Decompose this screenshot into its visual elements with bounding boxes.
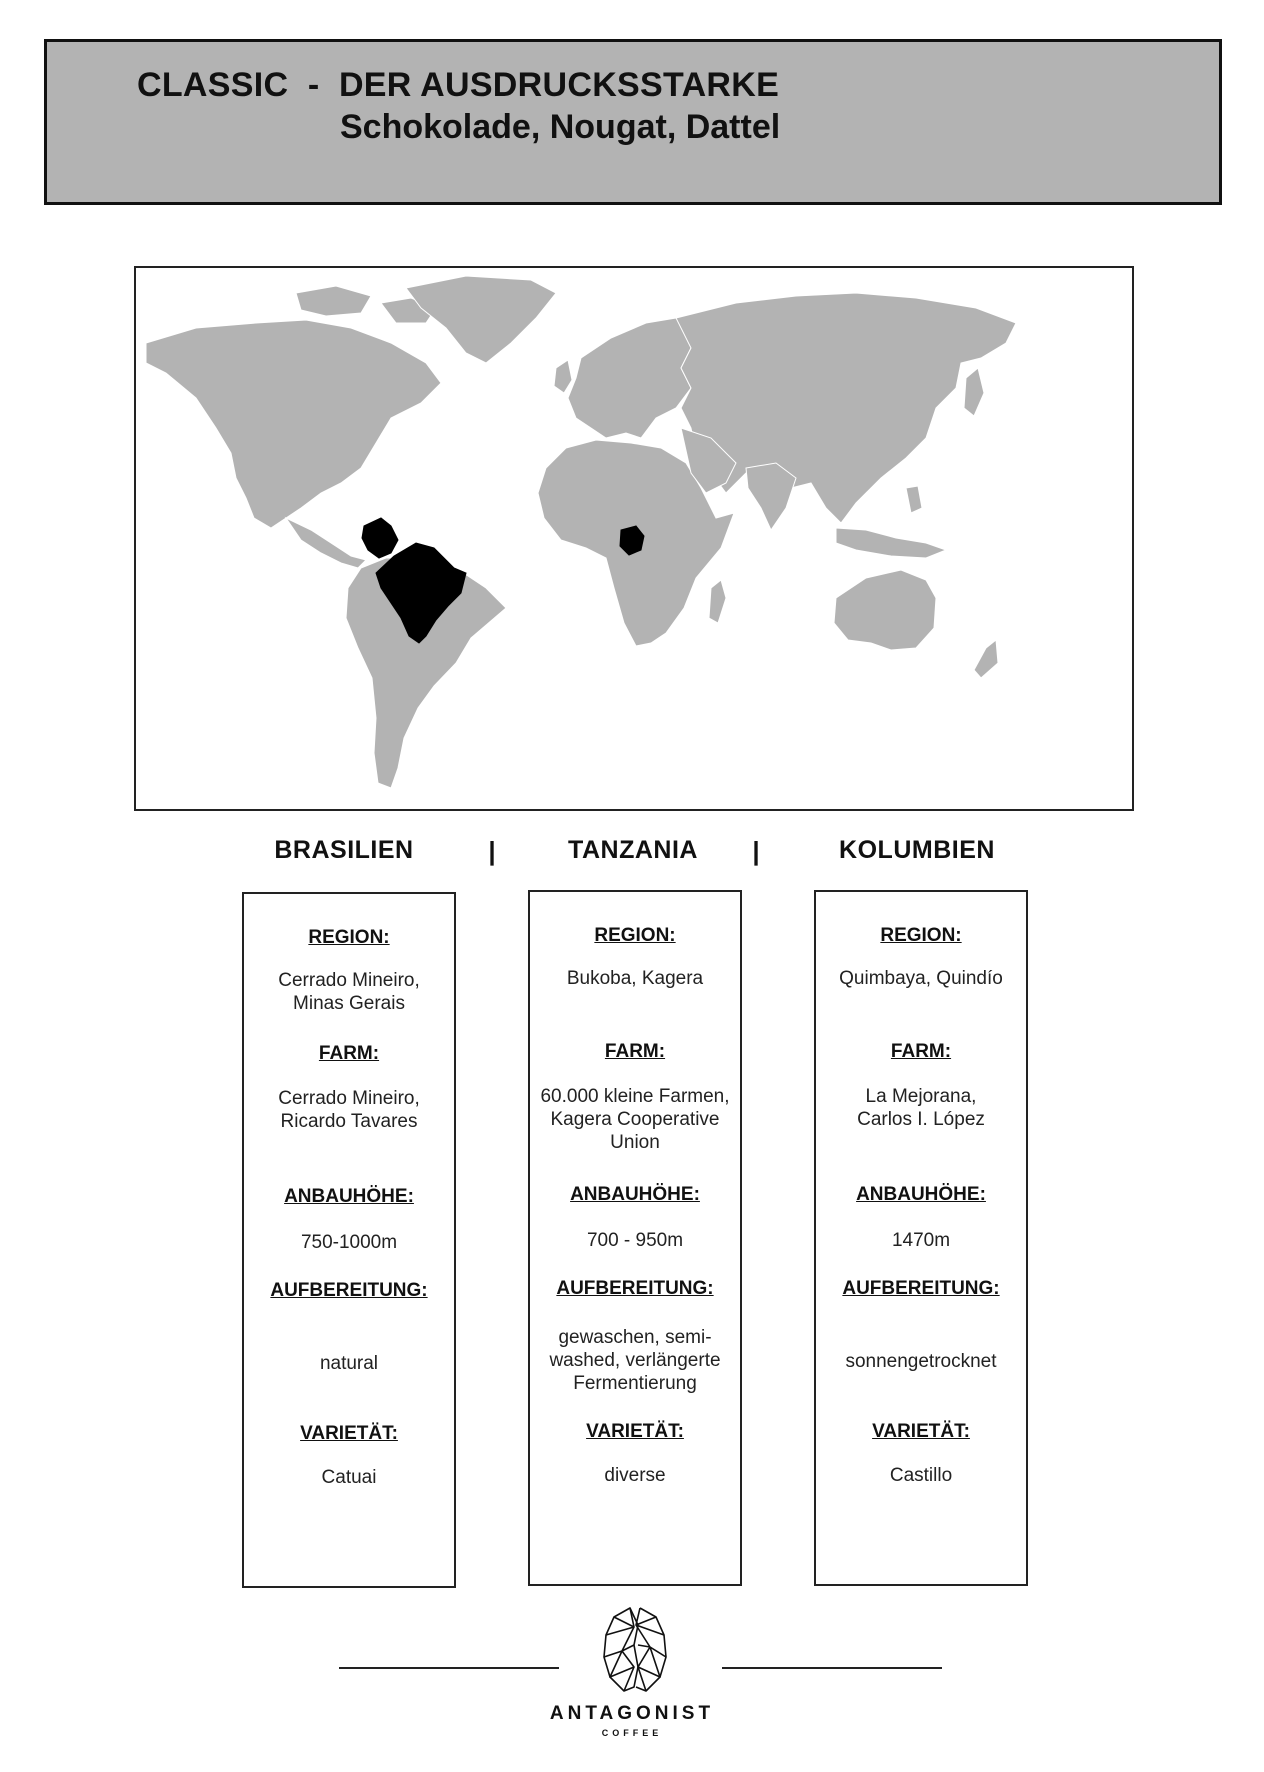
region-line: Cerrado Mineiro, [278,970,420,991]
farm-label: FARM: [890,1041,952,1062]
world-map [134,266,1134,811]
farm-line: Kagera Cooperative [550,1109,720,1130]
indonesia [836,528,946,558]
processing-label: AUFBEREITUNG: [842,1278,1000,1299]
processing-line: washed, verlängerte [549,1350,721,1371]
altitude-label: ANBAUHÖHE: [284,1186,414,1207]
flavor-notes: Schokolade, Nougat, Dattel [340,108,781,146]
arctic-islands [296,286,371,316]
footer-rule-right [722,1667,942,1669]
region-label: REGION: [594,925,676,946]
brand-name: ANTAGONIST [549,1703,715,1724]
new-zealand [974,640,998,678]
country-tanzania: TANZANIA [568,836,698,864]
region-line: Quimbaya, Quindío [839,968,1003,989]
farm-value [816,1085,1026,1131]
processing-line: sonnengetrocknet [845,1351,997,1372]
country-brasilien: BRASILIEN [274,836,414,864]
region-value [244,969,454,1015]
farm-line: 60.000 kleine Farmen, [540,1086,730,1107]
altitude-value: 1470m [891,1230,951,1251]
title-line: CLASSIC - DER AUSDRUCKSSTARKE [137,66,780,104]
variety-value: Castillo [889,1465,953,1486]
uk [554,360,572,393]
antagonist-logo-icon [600,1605,670,1695]
title-banner [44,39,1222,205]
variety-label: VARIETÄT: [586,1421,684,1442]
processing-line: Fermentierung [573,1373,697,1394]
variety-value: Catuai [321,1467,377,1488]
variety-label: VARIETÄT: [300,1423,398,1444]
processing-line: gewaschen, semi- [558,1327,712,1348]
farm-label: FARM: [318,1043,380,1064]
altitude-label: ANBAUHÖHE: [570,1184,700,1205]
footer-rule-left [339,1667,559,1669]
brand-subtitle: COFFEE [601,1728,663,1738]
card-tanzania [528,890,742,1586]
map-colombia [362,518,398,558]
farm-line: Union [610,1132,660,1153]
processing-label: AUFBEREITUNG: [270,1280,428,1301]
region-value [816,967,1026,990]
farm-value [244,1087,454,1133]
variety-label: VARIETÄT: [872,1421,970,1442]
farm-label: FARM: [604,1041,666,1062]
farm-line: Ricardo Tavares [280,1111,418,1132]
region-line: Bukoba, Kagera [566,968,704,989]
australia [834,570,936,650]
north-america [146,320,441,528]
region-label: REGION: [880,925,962,946]
processing-line: natural [319,1353,379,1374]
processing-value [530,1326,740,1395]
region-label: REGION: [308,927,390,948]
farm-line: Carlos I. López [857,1109,985,1130]
central-america [286,518,366,568]
farm-line: La Mejorana, [865,1086,977,1107]
separator-2: | [752,836,760,866]
farm-line: Cerrado Mineiro, [278,1088,420,1109]
card-kolumbien [814,890,1028,1586]
philippines [906,486,922,513]
separator-1: | [488,836,496,866]
card-brasilien [242,892,456,1588]
processing-label: AUFBEREITUNG: [556,1278,714,1299]
europe [568,318,696,438]
variety-value: diverse [604,1465,666,1486]
japan [964,368,984,416]
madagascar [709,580,726,623]
region-line: Minas Gerais [293,993,405,1014]
altitude-label: ANBAUHÖHE: [856,1184,986,1205]
processing-value [244,1352,454,1375]
farm-value [530,1085,740,1154]
india [746,463,796,530]
region-value [530,967,740,990]
processing-value [816,1350,1026,1373]
altitude-value: 750-1000m [300,1232,398,1253]
country-kolumbien: KOLUMBIEN [839,836,995,864]
altitude-value: 700 - 950m [586,1230,684,1251]
world-map-graphic [136,268,1132,809]
